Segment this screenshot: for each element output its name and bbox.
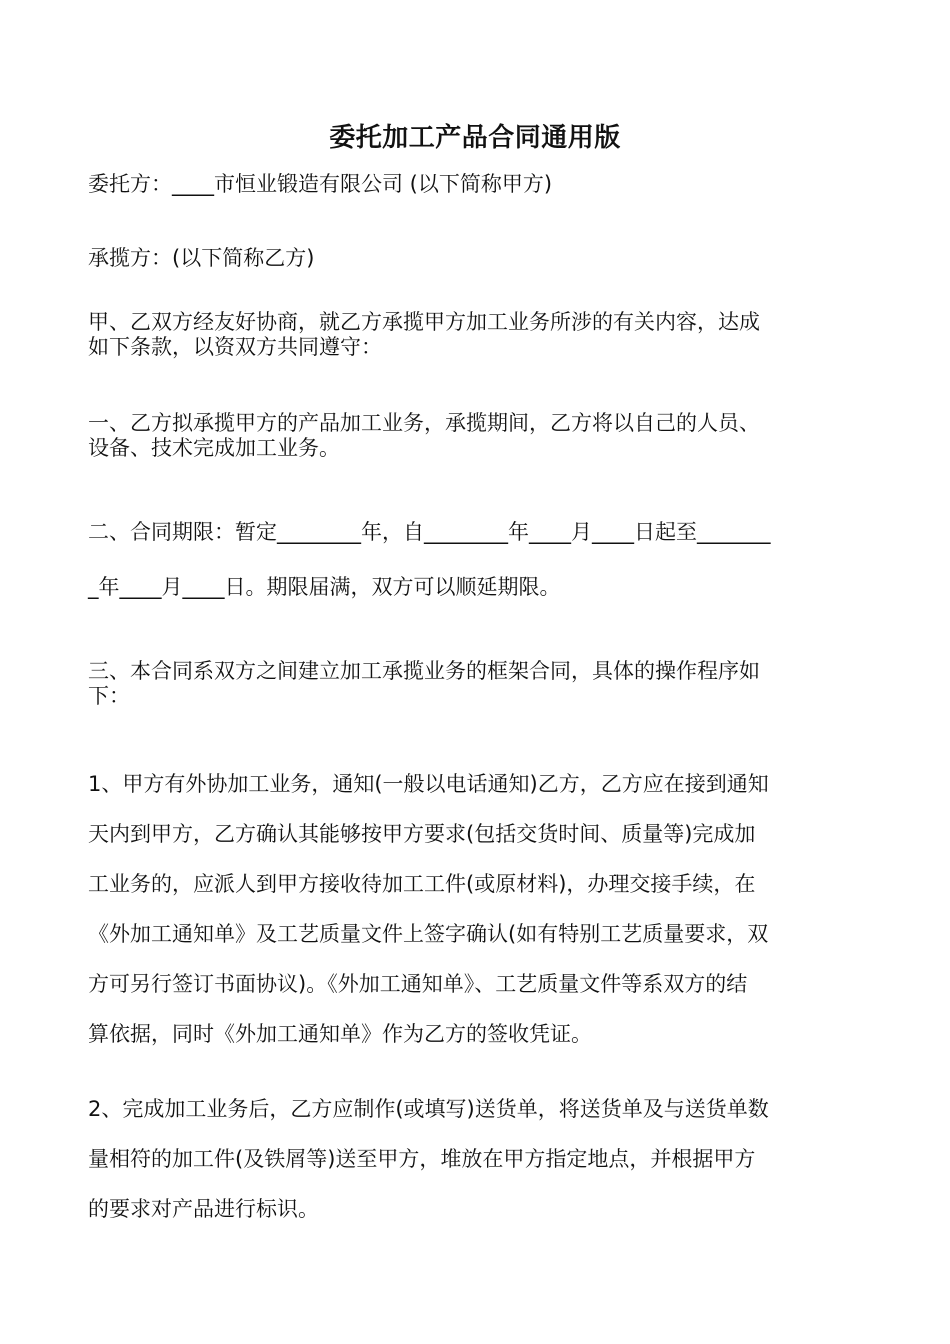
clause-2-paragraph [88, 1094, 864, 1244]
preamble-paragraph [88, 310, 864, 360]
clause-2-line: 量相符的加工件(及铁屑等)送至甲方，堆放在甲方指定地点，并根据甲方 [88, 1147, 756, 1171]
section-1-line: 一、乙方拟承揽甲方的产品加工业务，承揽期间，乙方将以自己的人员、 [88, 411, 760, 435]
clause-1-line: 方可另行签订书面协议)。《外加工通知单》、工艺质量文件等系双方的结 [88, 972, 748, 996]
section-2-line: _年____月____日。期限届满，双方可以顺延期限。 [88, 575, 561, 599]
clause-1-line: 算依据，同时《外加工通知单》作为乙方的签收凭证。 [88, 1022, 592, 1046]
section-3-line: 下： [88, 684, 130, 708]
section-1-paragraph [88, 411, 864, 461]
clause-2-line: 2、完成加工业务后，乙方应制作(或填写)送货单，将送货单及与送货单数 [88, 1097, 769, 1121]
clause-1-paragraph [88, 769, 864, 1069]
section-3-line: 三、本合同系双方之间建立加工承揽业务的框架合同，具体的操作程序如 [88, 659, 760, 683]
clause-2-line: 的要求对产品进行标识。 [88, 1197, 319, 1221]
section-2-paragraph [88, 517, 864, 627]
section-2-line: 二、合同期限：暂定________年，自________年____月____日起至_______ [88, 520, 771, 544]
contractor-text: 承揽方：(以下简称乙方) [88, 246, 315, 270]
preamble-line: 如下条款，以资双方共同遵守： [88, 335, 382, 359]
clause-1-line: 《外加工通知单》及工艺质量文件上签字确认(如有特别工艺质量要求，双 [88, 922, 769, 946]
section-1-line: 设备、技术完成加工业务。 [88, 436, 340, 460]
document-title: 委托加工产品合同通用版 [329, 123, 621, 153]
clause-1-line: 天内到甲方，乙方确认其能够按甲方要求(包括交货时间、质量等)完成加 [88, 822, 756, 846]
preamble-line: 甲、乙双方经友好协商，就乙方承揽甲方加工业务所涉的有关内容，达成 [88, 310, 760, 334]
client-line [88, 172, 864, 197]
clause-1-line: 工业务的，应派人到甲方接收待加工工件(或原材料)，办理交接手续，在 [88, 872, 756, 896]
contractor-line [88, 246, 864, 271]
client-text: 委托方：____市恒业锻造有限公司 (以下简称甲方) [88, 172, 553, 196]
clause-1-line: 1、甲方有外协加工业务，通知(一般以电话通知)乙方，乙方应在接到通知 [88, 772, 769, 796]
section-3-paragraph [88, 659, 864, 709]
